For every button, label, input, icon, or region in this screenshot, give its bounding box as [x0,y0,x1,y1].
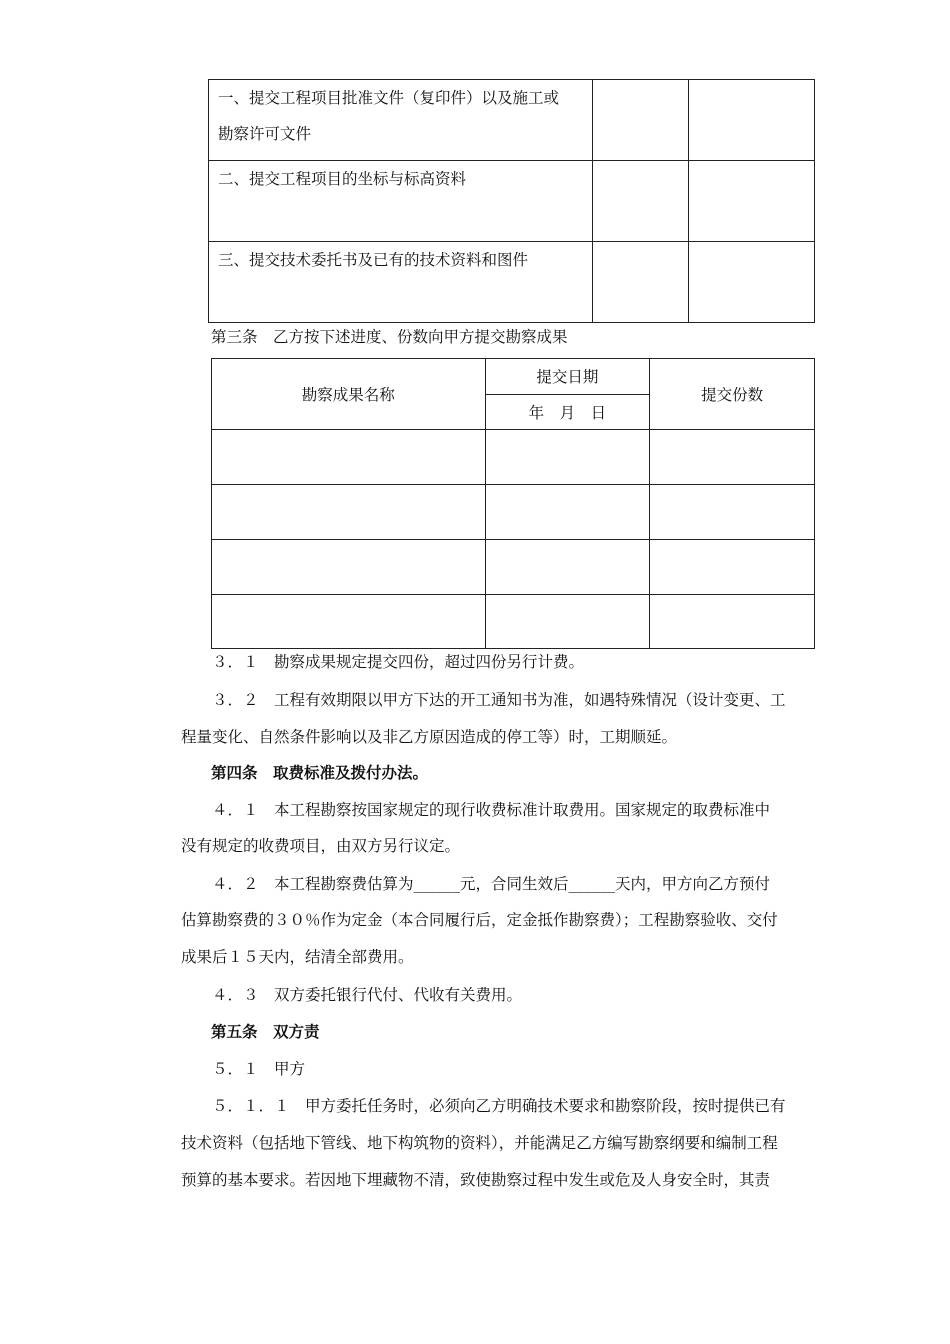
header-submit-date: 提交日期 [485,359,650,395]
table-row [209,161,815,242]
clause-4-2-line: ４．２ 本工程勘察费估算为______元，合同生效后______天内，甲方向乙方预付 [212,875,771,893]
clause-5-1-1-line: 预算的基本要求。若因地下埋藏物不清，致使勘察过程中发生或危及人身安全时，其责 [181,1171,771,1189]
table-cell [650,540,815,595]
table-cell [209,80,593,161]
table-cell [650,595,815,649]
header-result-name: 勘察成果名称 [212,359,486,430]
clause-3-1: ３．１ 勘察成果规定提交四份，超过四份另行计费。 [212,653,585,671]
table-cell [650,485,815,540]
table-row [212,540,815,595]
clause-4-1-line: ４．１ 本工程勘察按国家规定的现行收费标准计取费用。国家规定的取费标准中 [212,801,771,819]
table-cell [688,242,814,323]
table-header-row [212,359,815,395]
table-cell [212,485,486,540]
table-cell [212,540,486,595]
table-cell [688,161,814,242]
survey-results-table [211,358,815,649]
table-cell [212,595,486,649]
clause-4-3: ４．３ 双方委托银行代付、代收有关费用。 [212,986,523,1004]
table-row [212,430,815,485]
article3-title: 第三条 乙方按下述进度、份数向甲方提交勘察成果 [211,328,568,346]
article4-title: 第四条 取费标准及拨付办法。 [211,763,429,782]
clause-5-1-1-line: ５．１．１ 甲方委托任务时，必须向乙方明确技术要求和勘察阶段，按时提供已有 [212,1097,786,1115]
table-cell [209,242,593,323]
header-date-format: 年 月 日 [485,394,650,430]
item-text-line: 勘察许可文件 [218,125,312,143]
submission-items-table [208,79,815,323]
table-cell [209,161,593,242]
table-cell [650,430,815,485]
table-row [212,595,815,649]
table-cell [485,485,650,540]
clause-3-2-line: 程量变化、自然条件影响以及非乙方原因造成的停工等）时，工期顺延。 [181,728,678,746]
clause-5-1: ５．１ 甲方 [212,1060,306,1078]
article5-title: 第五条 双方责 [211,1022,320,1041]
table-row [209,242,815,323]
table-cell [485,595,650,649]
clause-4-1-line: 没有规定的收费项目，由双方另行议定。 [181,837,461,855]
item-text-line: 三、提交技术委托书及已有的技术资料和图件 [218,251,529,269]
table-row [212,485,815,540]
clause-3-2-line: ３．２ 工程有效期限以甲方下达的开工通知书为准，如遇特殊情况（设计变更、工 [212,691,786,709]
table-cell [485,430,650,485]
header-copies: 提交份数 [650,359,815,430]
table-cell [212,430,486,485]
clause-5-1-1-line: 技术资料（包括地下管线、地下构筑物的资料），并能满足乙方编写勘察纲要和编制工程 [181,1134,778,1152]
table-cell [485,540,650,595]
clause-4-2-line: 估算勘察费的３０％作为定金（本合同履行后，定金抵作勘察费）；工程勘察验收、交付 [181,911,778,929]
item-text-line: 二、提交工程项目的坐标与标高资料 [218,170,467,188]
table-cell [592,80,688,161]
table-cell [592,242,688,323]
table-cell [688,80,814,161]
clause-4-2-line: 成果后１５天内，结清全部费用。 [181,948,414,966]
table-cell [592,161,688,242]
item-text-line: 一、提交工程项目批准文件（复印件）以及施工或 [218,89,560,107]
table-row [209,80,815,161]
